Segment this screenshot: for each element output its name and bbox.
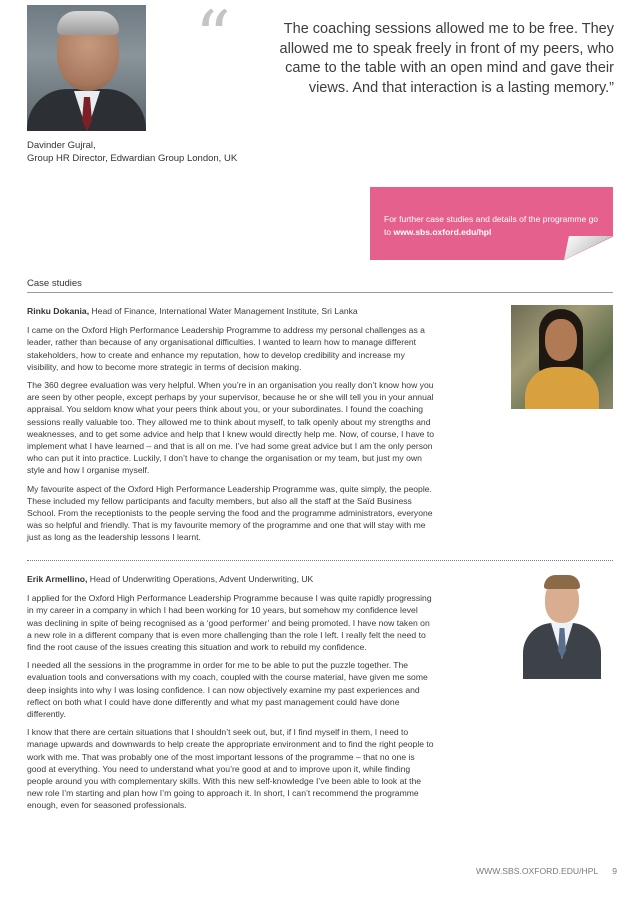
case-person-name: Erik Armellino,: [27, 574, 88, 584]
callout-text: [384, 213, 599, 239]
callout-link[interactable]: www.sbs.oxford.edu/hpl: [393, 227, 492, 237]
case-study-rinku: [27, 305, 435, 550]
portrait-face: [545, 319, 577, 361]
quote-attribution-role: Group HR Director, Edwardian Group London, UK: [27, 153, 238, 164]
section-divider: [27, 292, 613, 293]
case-heading: [27, 305, 435, 317]
case-paragraph: The 360 degree evaluation was very helpful. When you’re in an organisation you really don’t know how you are seen by other people, except perhaps by your supervisor, because he or she will tell you in your annual appraisal. You seldom know what your peers think about you, or your subordinates. I found the coaching sessions really valuable too. They allowed me to think about myself, to talk openly about my strengths and weaknesses, and to get some advice and help that I knew would directly help me. Now, of course, I have to implement what I have learned – and that is all on me. I’ve had some great advice but I am the only person who can put it into practice. Luckily, I don’t have to change the organisation or my team, but just my own style and how I organise myself.: [27, 380, 434, 476]
callout-body: For further case studies and details of the programme go to: [384, 214, 599, 237]
portrait-erik-armellino: [511, 573, 613, 679]
quote-mark-icon: “: [195, 0, 231, 78]
case-paragraph: I came on the Oxford High Performance Leadership Programme to address my personal challenges as a leader, rather than because of any organisational difficulties. I wanted to learn how to manage different stakeholders, how to create and enhance my reputation, how to develop credibility and increase my visibility, and how to become more strategic in terms of decision making.: [27, 325, 425, 372]
section-title: Case studies: [27, 278, 82, 289]
case-paragraph: I applied for the Oxford High Performance Leadership Programme because I was quite rapidly progressing in my career in a company in which I had been working for 10 years, but somehow my confidence level was declining in spite of being recognised as a ‘good performer’ and being promoted. I have now taken on a new role in a different company that is even more challenging than the role I left. I really felt the need to find the root cause of the issues creating this situation and work to rebuild my confidence.: [27, 593, 432, 653]
case-divider: [27, 560, 613, 561]
case-paragraph: I needed all the sessions in the programme in order for me to be able to put the puzzle together. The evaluation tools and conversations with my coach, coupled with the course material, have given me some deep insights into why I was losing confidence. I can now objectively examine my past experiences and reflect on both what I could have done differently and what my past management could have done differently.: [27, 660, 428, 720]
case-paragraph: I know that there are certain situations that I shouldn’t seek out, but, if I find myself in them, I need to manage upwards and downwards to help create the appropriate environment and to find the right people to work with me. That was probably one of the most important lessons of the programme – that no one is good at everything. You need to understand what you’re good at and to improve upon it, while finding people around you with complementary skills. With this new self-knowledge I’ve been able to look at the new role I’m starting and plan how I’m going to approach it. In short, I can’t recommend the programme enough, even for seasoned professionals.: [27, 727, 434, 811]
page-number: 9: [612, 866, 618, 876]
case-person-title: Head of Underwriting Operations, Advent Underwriting, UK: [87, 574, 314, 584]
portrait-hair: [57, 11, 119, 35]
pull-quote: The coaching sessions allowed me to be free. They allowed me to speak freely in front of my peers, who came to the table with an open mind and gave their views. And that interaction is a lasting memory.”: [279, 21, 614, 96]
case-heading: [27, 573, 435, 585]
portrait-clothing: [525, 367, 599, 409]
footer-url[interactable]: WWW.SBS.OXFORD.EDU/HPL: [476, 866, 599, 876]
case-person-title: Head of Finance, International Water Management Institute, Sri Lanka: [89, 306, 358, 316]
case-paragraph: My favourite aspect of the Oxford High Performance Leadership Programme was, quite simply, the people. These included my fellow participants and faculty members, but also all the staff at the Saïd Business School. From the receptionists to the people serving the food and the programme administrators, everyone was so helpful and friendly. That is my favourite memory of the programme and one that will stay with me just as long as the leadership lessons I learnt.: [27, 483, 433, 543]
portrait-rinku-dokania: [511, 305, 613, 409]
case-study-erik: [27, 573, 435, 818]
case-person-name: Rinku Dokania,: [27, 306, 90, 316]
portrait-davinder-gujral: [27, 5, 146, 131]
page-footer: [476, 866, 617, 876]
portrait-hair: [544, 575, 580, 589]
quote-attribution-name: Davinder Gujral,: [27, 140, 96, 151]
